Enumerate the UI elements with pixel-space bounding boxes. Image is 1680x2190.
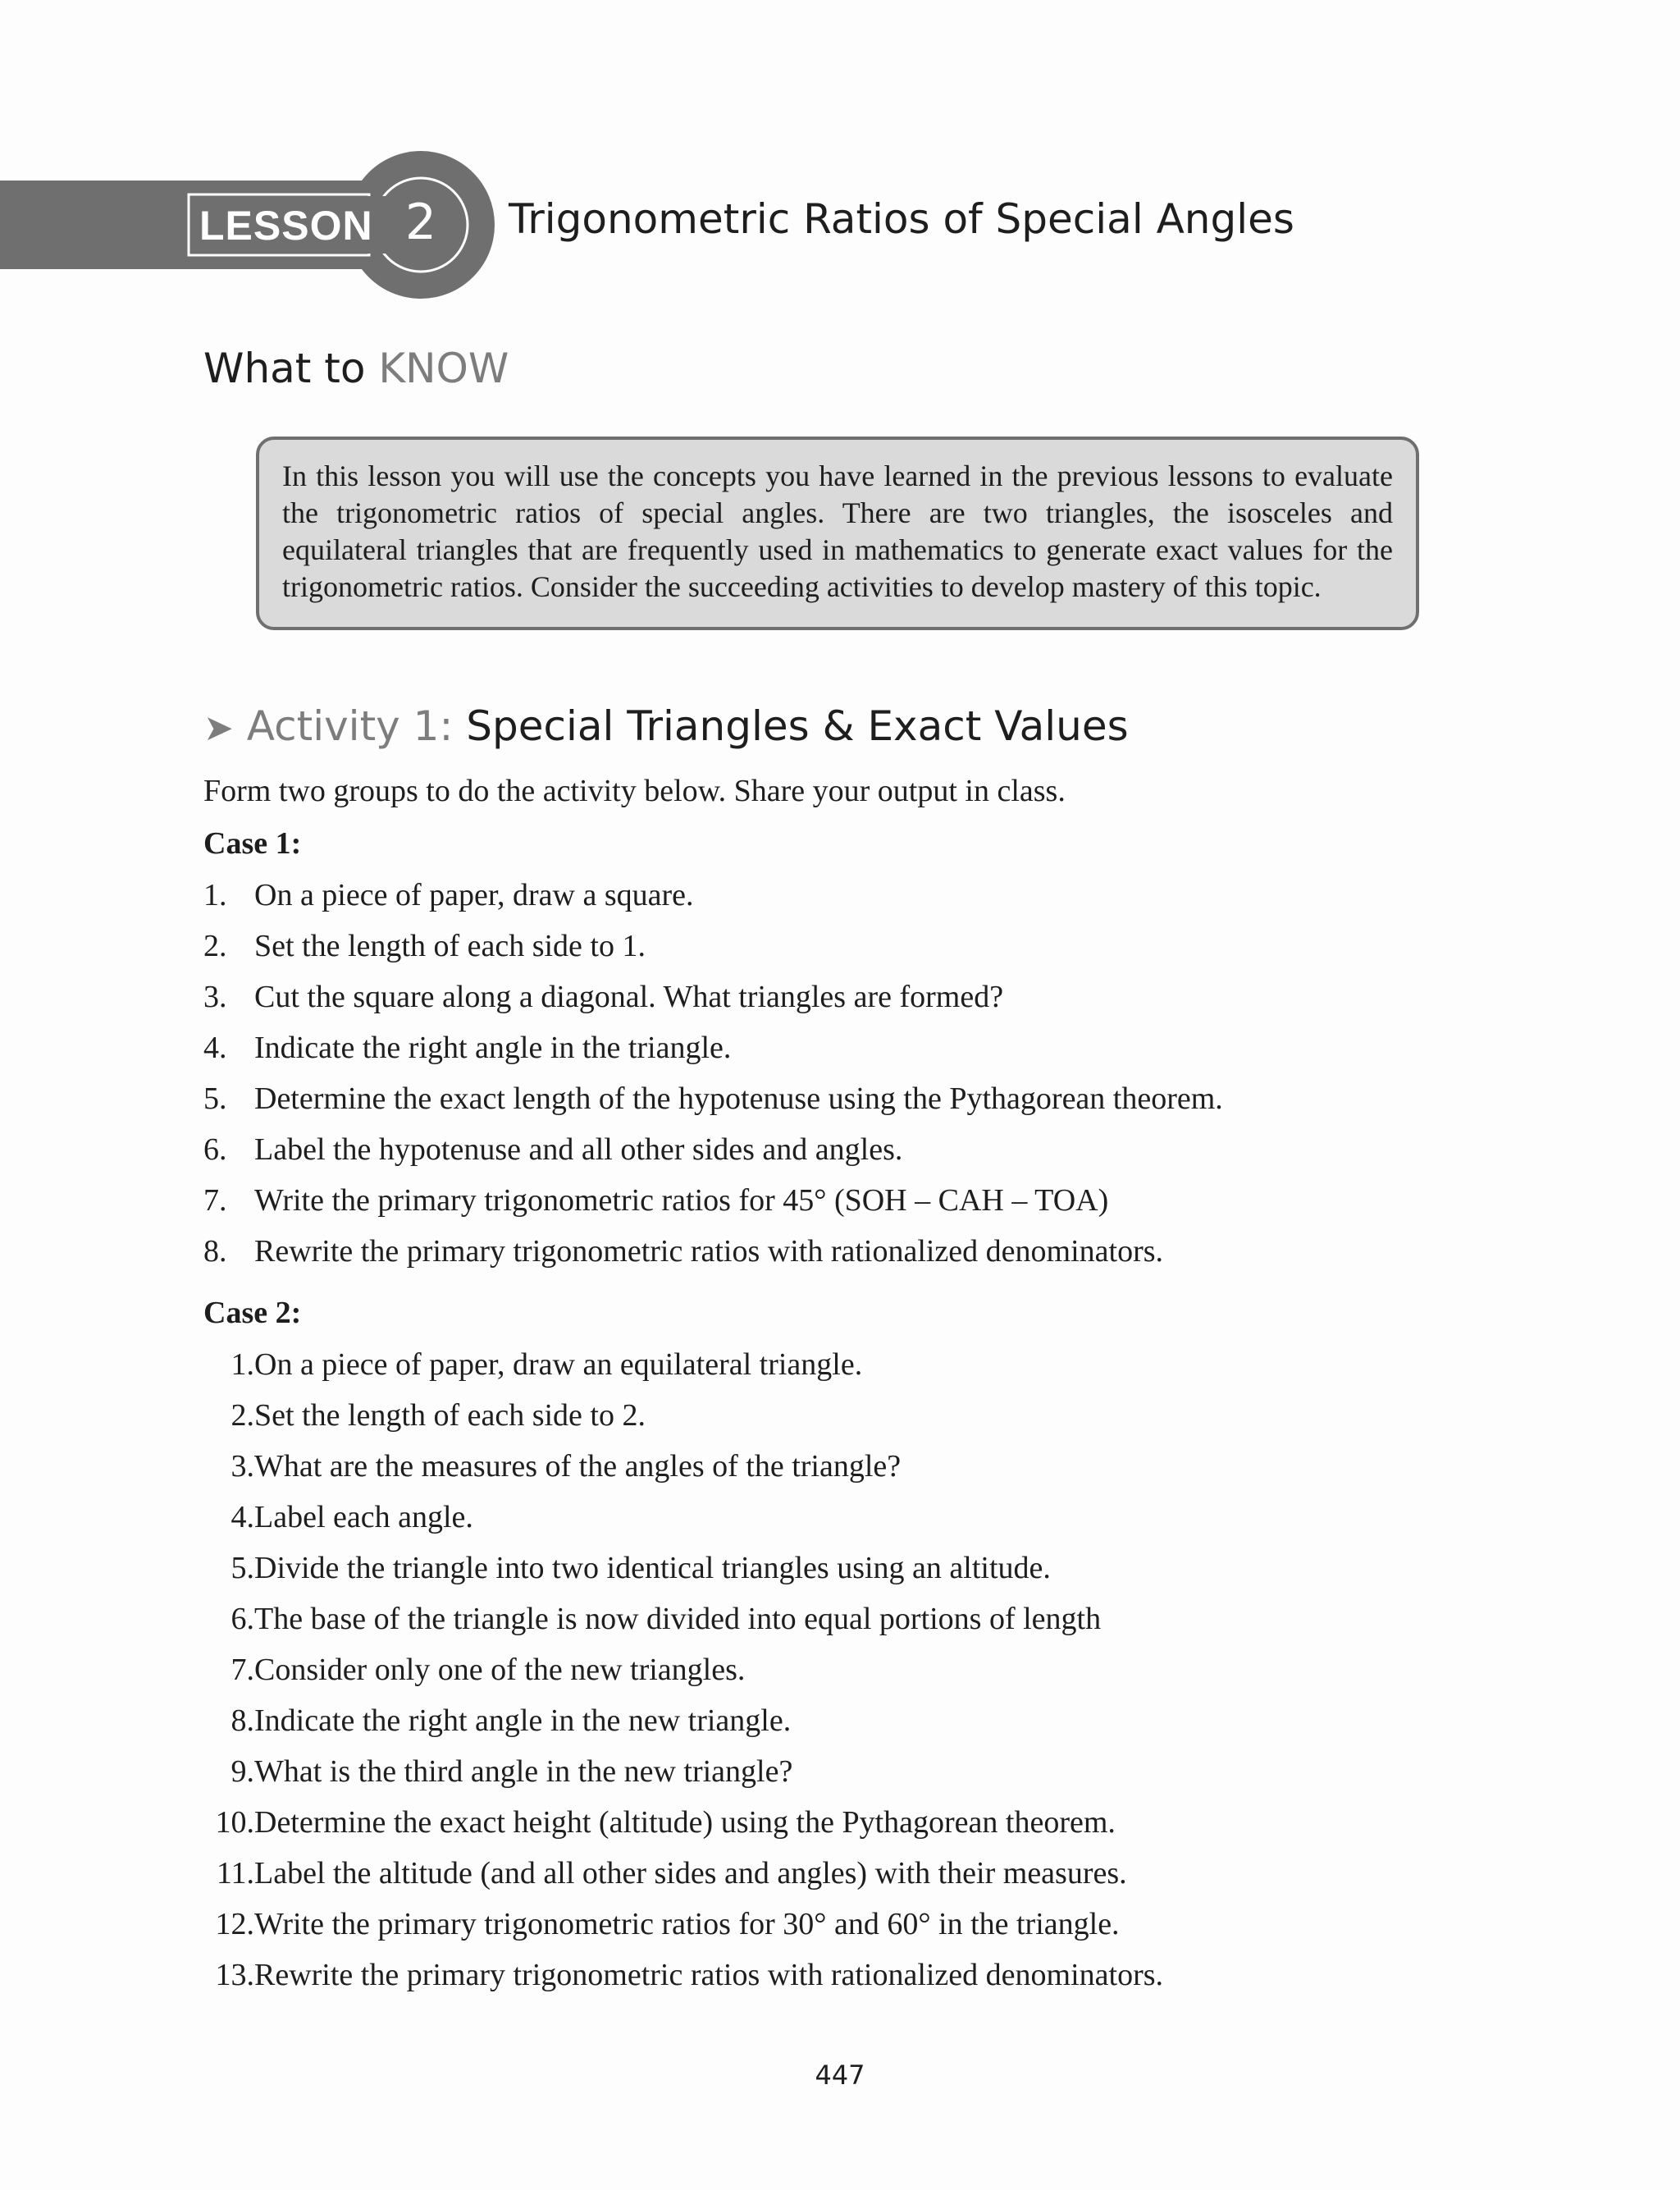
step-text: Cut the square along a diagonal. What triangles are formed? [254,980,1004,1014]
step-number: 6. [203,1132,227,1167]
step-text: What are the measures of the angles of the triangle? [254,1449,902,1484]
step-number: 10. [215,1805,254,1840]
list-item [203,1390,1516,1441]
list-item [203,1899,1516,1950]
case-1-steps [203,870,1516,1277]
intro-box [256,437,1419,630]
list-item [203,1695,1516,1746]
step-number: 3. [203,980,227,1014]
list-item [203,1022,1516,1073]
list-item [203,921,1516,972]
step-text: Write the primary trigonometric ratios for 30° and 60° in the triangle. [254,1907,1120,1941]
activity-instruction: Form two groups to do the activity below. Share your output in class. [203,774,1066,808]
step-number: 2. [231,1398,254,1433]
list-item [203,972,1516,1022]
step-number: 13. [215,1958,254,1992]
list-item [203,1644,1516,1695]
step-text: Determine the exact height (altitude) using the Pythagorean theorem. [254,1805,1116,1840]
list-item [203,1226,1516,1277]
step-number: 3. [231,1449,254,1484]
step-number: 7. [203,1183,227,1218]
step-number: 1. [231,1347,254,1382]
list-item [203,1950,1516,2000]
case-2-label: Case 2: [203,1296,302,1330]
step-number: 4. [203,1031,227,1065]
step-text: Write the primary trigonometric ratios for 45° (SOH – CAH – TOA) [254,1183,1109,1218]
list-item [203,1746,1516,1797]
step-number: 2. [203,929,227,963]
arrow-icon: ➤ [203,707,234,749]
list-item [203,1441,1516,1492]
case-1-label: Case 1: [203,826,302,861]
list-item [203,1175,1516,1226]
case-2-steps [203,1339,1516,2000]
lesson-label: LESSON [199,203,373,249]
step-text: Determine the exact length of the hypotenuse using the Pythagorean theorem. [254,1081,1223,1116]
list-item [203,1543,1516,1593]
step-text: Label the altitude (and all other sides and angles) with their measures. [254,1856,1127,1891]
step-text: Consider only one of the new triangles. [254,1653,746,1687]
step-text: What is the third angle in the new triangle? [254,1754,793,1789]
list-item [203,1593,1516,1644]
step-number: 1. [203,878,227,912]
step-number: 7. [231,1653,254,1687]
what-to-know-heading [203,345,509,392]
lesson-number: 2 [404,194,437,251]
activity-heading [203,702,1129,750]
list-item [203,1339,1516,1390]
list-item [203,1492,1516,1543]
step-number: 12. [215,1907,254,1941]
list-item [203,1797,1516,1848]
list-item [203,1124,1516,1175]
step-text: Set the length of each side to 1. [254,929,646,963]
intro-text: In this lesson you will use the concepts you have learned in the previous lessons to evaluate the trigonometric ratios of special angles. There are two triangles, the isosceles and equilateral triangles that are frequently used in mathematics to generate exact values for the trigonometric ratios. Consider the succeeding activities to develop mastery of this topic. [282,459,1393,603]
step-text: Indicate the right angle in the new triangle. [254,1703,792,1738]
step-number: 6. [231,1602,254,1636]
step-text: Set the length of each side to 2. [254,1398,646,1433]
step-number: 8. [231,1703,254,1738]
activity-title: Special Triangles & Exact Values [466,702,1129,750]
step-text: Divide the triangle into two identical triangles using an altitude. [254,1551,1051,1585]
page-number: 447 [815,2060,865,2091]
list-item [203,1848,1516,1899]
lesson-title: Trigonometric Ratios of Special Angles [509,195,1294,243]
heading-accent: KNOW [378,345,509,392]
step-text: Label each angle. [254,1500,473,1534]
list-item [203,1073,1516,1124]
activity-number: Activity 1: [246,702,454,750]
step-number: 5. [231,1551,254,1585]
step-text: Indicate the right angle in the triangle. [254,1031,732,1065]
step-text: Label the hypotenuse and all other sides and angles. [254,1132,903,1167]
step-number: 4. [231,1500,254,1534]
heading-prefix: What to [203,345,379,392]
step-text: The base of the triangle is now divided into equal portions of length [254,1602,1102,1636]
step-text: Rewrite the primary trigonometric ratios with rationalized denominators. [254,1234,1164,1269]
step-number: 11. [216,1856,254,1891]
step-number: 5. [203,1081,227,1116]
step-text: On a piece of paper, draw an equilateral triangle. [254,1347,863,1382]
step-text: On a piece of paper, draw a square. [254,878,694,912]
step-number: 9. [231,1754,254,1789]
step-text: Rewrite the primary trigonometric ratios with rationalized denominators. [254,1958,1164,1992]
step-number: 8. [203,1234,227,1269]
list-item [203,870,1516,921]
